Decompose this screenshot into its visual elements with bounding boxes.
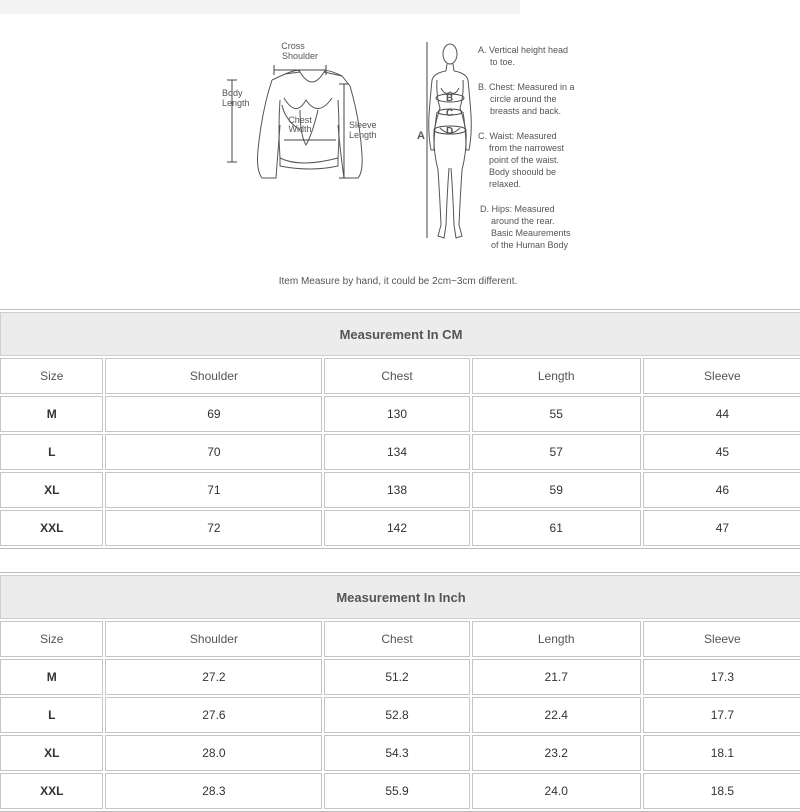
cell-length: 57: [472, 434, 641, 470]
cell-sleeve: 45: [643, 434, 800, 470]
cell-chest: 138: [324, 472, 469, 508]
body-letter-c: C: [446, 108, 454, 119]
note-d-line-2: around the rear.: [491, 216, 555, 226]
note-c-line-5: relaxed.: [489, 179, 522, 189]
label-body-length-2: Length: [222, 98, 250, 108]
note-a-line-1: A. Vertical height head: [478, 45, 569, 55]
cell-size: M: [0, 659, 103, 695]
cell-size: XL: [0, 472, 103, 508]
note-c-line-3: point of the waist.: [489, 155, 560, 165]
measure-notes: [478, 45, 575, 250]
label-sleeve-length-2: Length: [349, 130, 377, 140]
cell-size: XXL: [0, 773, 103, 809]
size-guide-diagram: [0, 0, 800, 300]
measurement-table-cm: [0, 309, 800, 549]
cell-chest: 54.3: [324, 735, 469, 771]
cell-shoulder: 28.0: [105, 735, 322, 771]
body-letter-b: B: [446, 93, 454, 104]
cell-size: XL: [0, 735, 103, 771]
note-b-line-1: B. Chest: Measured in a: [478, 82, 575, 92]
note-b-line-3: breasts and back.: [490, 106, 562, 116]
table-row: [0, 697, 800, 733]
table-row: [0, 434, 800, 470]
table-header-row: [0, 358, 800, 394]
note-d-line-4: of the Human Body: [491, 240, 569, 250]
header-chest: Chest: [324, 358, 469, 394]
header-shoulder: Shoulder: [105, 621, 322, 657]
cell-shoulder: 72: [105, 510, 322, 546]
cell-chest: 134: [324, 434, 469, 470]
cell-size: L: [0, 697, 103, 733]
label-body-length-1: Body: [222, 88, 243, 98]
note-c-line-4: Body shoould be: [489, 167, 557, 177]
cell-length: 24.0: [472, 773, 641, 809]
cell-size: L: [0, 434, 103, 470]
table-row: [0, 659, 800, 695]
table-row: [0, 396, 800, 432]
cell-sleeve: 17.7: [643, 697, 800, 733]
header-sleeve: Sleeve: [643, 358, 800, 394]
table-row: [0, 510, 800, 546]
cell-shoulder: 27.6: [105, 697, 322, 733]
cell-sleeve: 44: [643, 396, 800, 432]
cell-chest: 55.9: [324, 773, 469, 809]
label-cross-shoulder-2: Shoulder: [281, 51, 319, 61]
cell-chest: 142: [324, 510, 469, 546]
note-b-line-2: circle around the: [490, 94, 557, 104]
header-length: Length: [472, 621, 641, 657]
cell-length: 23.2: [472, 735, 641, 771]
cell-shoulder: 27.2: [105, 659, 322, 695]
cell-sleeve: 18.5: [643, 773, 800, 809]
header-sleeve: Sleeve: [643, 621, 800, 657]
note-c-line-2: from the narrowest: [489, 143, 565, 153]
note-a-line-2: to toe.: [490, 57, 516, 67]
table-row: [0, 735, 800, 771]
header-size: Size: [0, 621, 103, 657]
note-c-line-1: C. Waist: Measured: [478, 131, 557, 141]
label-chest-width-2: Width: [288, 124, 312, 134]
header-chest: Chest: [324, 621, 469, 657]
cell-chest: 52.8: [324, 697, 469, 733]
cell-chest: 51.2: [324, 659, 469, 695]
table-row: [0, 773, 800, 809]
body-letter-d: D: [446, 126, 454, 137]
cell-length: 22.4: [472, 697, 641, 733]
note-d-line-1: D. Hips: Measured: [480, 204, 555, 214]
cell-shoulder: 71: [105, 472, 322, 508]
measure-disclaimer: Item Measure by hand, it could be 2cm~3cm different.: [278, 276, 518, 287]
header-length: Length: [472, 358, 641, 394]
header-shoulder: Shoulder: [105, 358, 322, 394]
table-header-row: [0, 621, 800, 657]
header-size: Size: [0, 358, 103, 394]
table-title: Measurement In CM: [0, 312, 800, 356]
cell-length: 61: [472, 510, 641, 546]
cell-shoulder: 69: [105, 396, 322, 432]
cell-sleeve: 46: [643, 472, 800, 508]
cell-length: 55: [472, 396, 641, 432]
cell-sleeve: 47: [643, 510, 800, 546]
cell-size: XXL: [0, 510, 103, 546]
cell-size: M: [0, 396, 103, 432]
label-sleeve-length-1: Sleeve: [349, 120, 377, 130]
label-cross-shoulder-1: Cross: [281, 41, 305, 51]
cell-length: 21.7: [472, 659, 641, 695]
table-row: [0, 472, 800, 508]
cell-sleeve: 17.3: [643, 659, 800, 695]
measurement-table-inch: [0, 572, 800, 812]
cell-shoulder: 28.3: [105, 773, 322, 809]
cell-length: 59: [472, 472, 641, 508]
body-letter-a: A: [417, 130, 425, 142]
note-d-line-3: Basic Meaurements: [491, 228, 571, 238]
body-figure: [429, 44, 472, 238]
cell-sleeve: 18.1: [643, 735, 800, 771]
label-chest-width-1: Chest: [288, 115, 312, 125]
cell-shoulder: 70: [105, 434, 322, 470]
table-title: Measurement In Inch: [0, 575, 800, 619]
cell-chest: 130: [324, 396, 469, 432]
